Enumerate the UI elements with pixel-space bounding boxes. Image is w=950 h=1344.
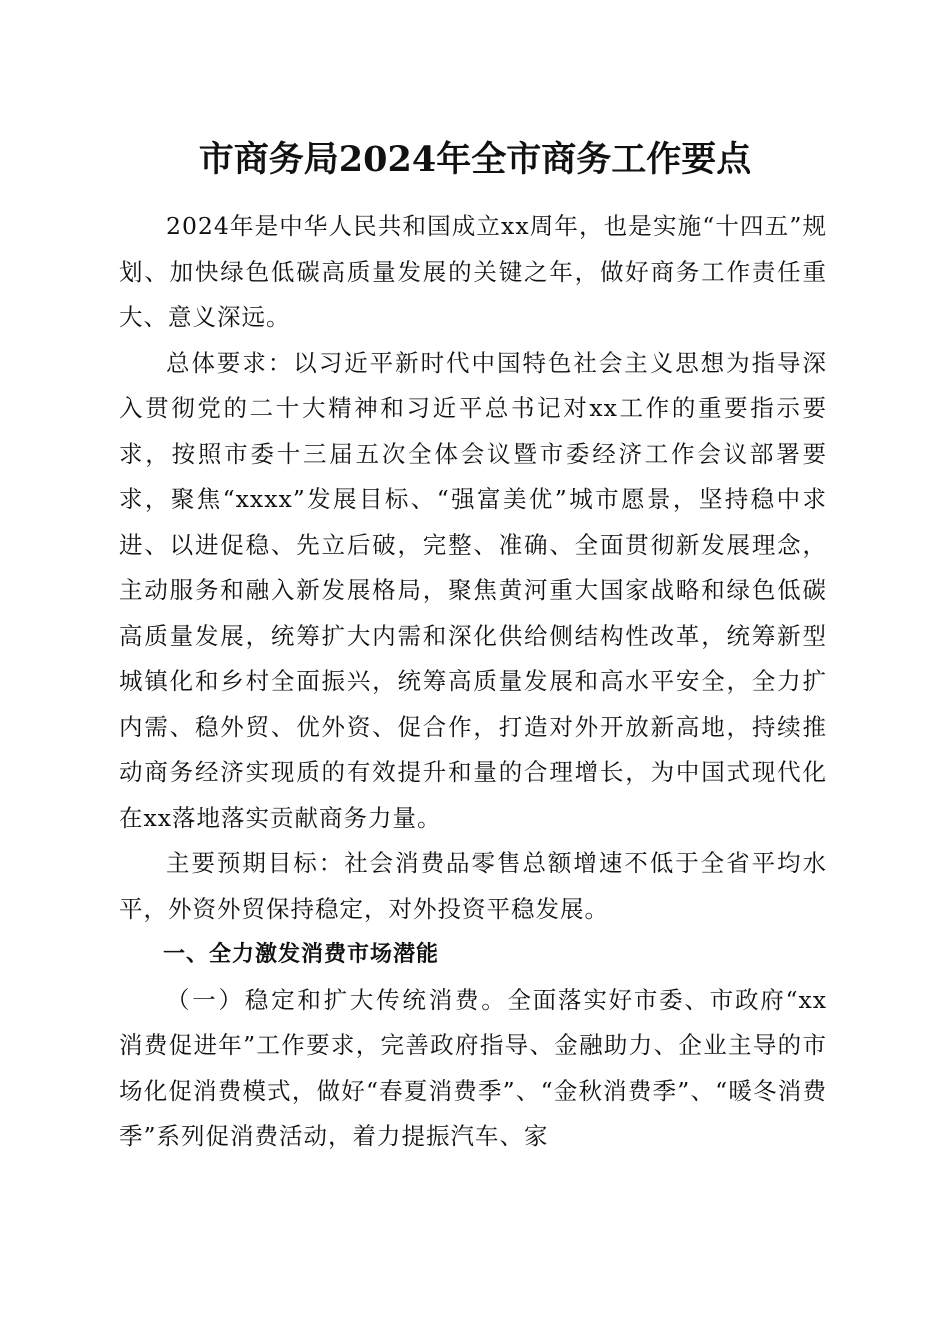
paragraph-intro: 2024年是中华人民共和国成立xx周年，也是实施“十四五”规划、加快绿色低碳高质量发展的关键之年，做好商务工作责任重大、意义深远。 bbox=[119, 212, 827, 331]
item-1-text: 全面落实好市委、市政府“xx消费促进年”工作要求，完善政府指导、金融助力、企业主导的市场化促消费模式，做好“春夏消费季”、“金秋消费季”、“暖冬消费季”系列促消费活动，着力提振汽车、家 bbox=[119, 985, 828, 1150]
item-1-lead: （一）稳定和扩大传统消费。 bbox=[166, 985, 508, 1014]
document-body bbox=[119, 204, 827, 1160]
section-heading-1: 一、全力激发消费市场潜能 bbox=[163, 942, 440, 967]
section-1-item-1 bbox=[119, 978, 827, 1160]
paragraph-general-requirements: 总体要求：以习近平新时代中国特色社会主义思想为指导深入贯彻党的二十大精神和习近平总书记对xx工作的重要指示要求，按照市委十三届五次全体会议暨市委经济工作会议部署要求，聚焦“xxxx”发展目标、“强富美优”城市愿景，坚持稳中求进、以进促稳、先立后破，完整、准确、全面贯彻新发展理念，主动服务和融入新发展格局，聚焦黄河重大国家战略和绿色低碳高质量发展，统筹扩大内需和深化供给侧结构性改革，统筹新型城镇化和乡村全面振兴，统筹高质量发展和高水平安全，全力扩内需、稳外贸、优外资、促合作，打造对外开放新高地，持续推动商务经济实现质的有效提升和量的合理增长，为中国式现代化在xx落地落实贡献商务力量。 bbox=[119, 348, 827, 832]
paragraph-expected-goals: 主要预期目标：社会消费品零售总额增速不低于全省平均水平，外资外贸保持稳定，对外投资平稳发展。 bbox=[119, 849, 827, 923]
document-title: 市商务局2024年全市商务工作要点 bbox=[198, 139, 752, 180]
